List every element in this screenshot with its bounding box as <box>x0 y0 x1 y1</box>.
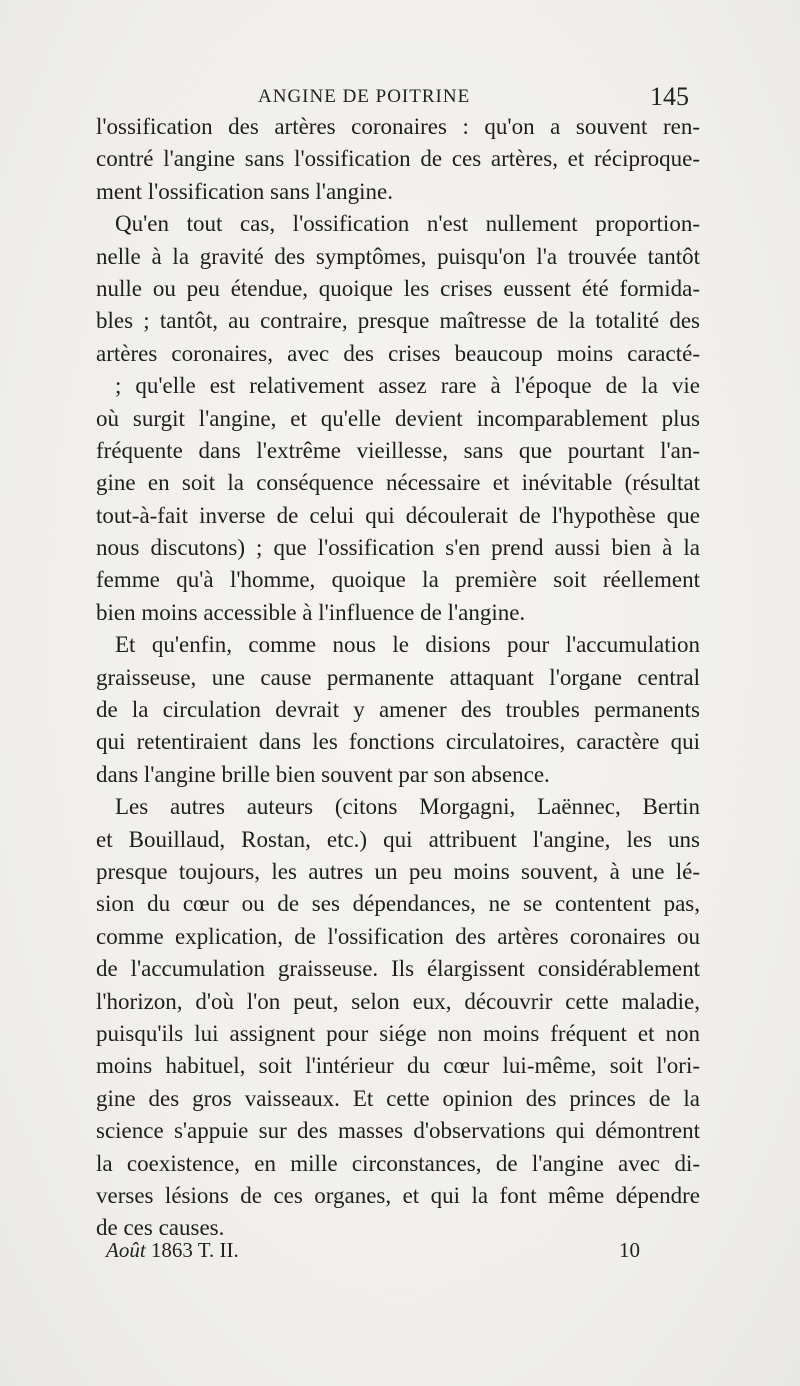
running-title: ANGINE DE POITRINE <box>258 86 471 107</box>
text-line: graisseuse, une cause permanente attaquant l'organe central <box>96 664 700 690</box>
text-line: artères coronaires, avec des crises beaucoup moins caracté- <box>96 340 700 366</box>
text-line: bles ; tantôt, au contraire, presque maîtresse de la totalité des <box>96 308 700 334</box>
text-line: sion du cœur ou de ses dépendances, ne se contentent pas, <box>96 891 700 917</box>
running-head <box>0 82 800 114</box>
sheet-number: 10 <box>619 1238 640 1262</box>
text-line: Les autres auteurs (citons Morgagni, Laënnec, Bertin <box>115 794 700 820</box>
text-line: nulle ou peu étendue, quoique les crises eussent été formida- <box>96 275 700 301</box>
text-line: moins habituel, soit l'intérieur du cœur lui-même, soit l'ori- <box>96 1053 700 1079</box>
text-line: gine des gros vaisseaux. Et cette opinion des princes de la <box>96 1085 700 1111</box>
text-line: ; qu'elle est relativement assez rare à l'époque de la vie <box>115 373 700 399</box>
text-line: dans l'angine brille bien souvent par son absence. <box>96 761 550 787</box>
text-line: fréquente dans l'extrême vieillesse, sans que pourtant l'an- <box>96 437 700 463</box>
signature-mark <box>106 1238 239 1263</box>
text-line: Qu'en tout cas, l'ossification n'est nullement proportion- <box>115 211 700 237</box>
text-line: Et qu'enfin, comme nous le disions pour l'accumulation <box>115 632 700 658</box>
text-line: puisqu'ils lui assignent pour siége non moins fréquent et non <box>96 1020 700 1046</box>
text-line: contré l'angine sans l'ossification de ces artères, et réciproque- <box>96 146 700 172</box>
signature-volume: 1863 T. II. <box>145 1238 239 1262</box>
text-line: ment l'ossification sans l'angine. <box>96 178 394 204</box>
text-line: bien moins accessible à l'influence de l'angine. <box>96 599 526 625</box>
text-line: l'horizon, d'où l'on peut, selon eux, découvrir cette maladie, <box>96 988 700 1014</box>
text-line: verses lésions de ces organes, et qui la font même dépendre <box>96 1182 700 1208</box>
text-line: de ces causes. <box>96 1215 225 1241</box>
page-footer <box>0 1238 800 1270</box>
text-line: où surgit l'angine, et qu'elle devient incomparablement plus <box>96 405 700 431</box>
text-line: presque toujours, les autres un peu moins souvent, à une lé- <box>96 858 700 884</box>
text-line: de la circulation devrait y amener des troubles permanents <box>96 697 700 723</box>
text-line: nelle à la gravité des symptômes, puisqu'on l'a trouvée tantôt <box>96 243 700 269</box>
text-line: qui retentiraient dans les fonctions circulatoires, caractère qui <box>96 729 700 755</box>
text-line: femme qu'à l'homme, quoique la première soit réellement <box>96 567 700 593</box>
body-text <box>96 111 700 1245</box>
text-line: science s'appuie sur des masses d'observations qui démontrent <box>96 1118 700 1144</box>
text-line: et Bouillaud, Rostan, etc.) qui attribuent l'angine, les uns <box>96 826 700 852</box>
text-line: la coexistence, en mille circonstances, de l'angine avec di- <box>96 1150 700 1176</box>
text-line: gine en soit la conséquence nécessaire et inévitable (résultat <box>96 470 700 496</box>
page-number: 145 <box>650 82 689 111</box>
text-line: nous discutons) ; que l'ossification s'en prend aussi bien à la <box>96 535 700 561</box>
signature-month: Août <box>106 1238 146 1262</box>
text-line: tout-à-fait inverse de celui qui découlerait de l'hypothèse que <box>96 502 700 528</box>
text-line: de l'accumulation graisseuse. Ils élargissent considérablement <box>96 956 700 982</box>
text-line: l'ossification des artères coronaires : qu'on a souvent ren- <box>96 114 700 139</box>
text-line: comme explication, de l'ossification des artères coronaires ou <box>96 923 700 949</box>
